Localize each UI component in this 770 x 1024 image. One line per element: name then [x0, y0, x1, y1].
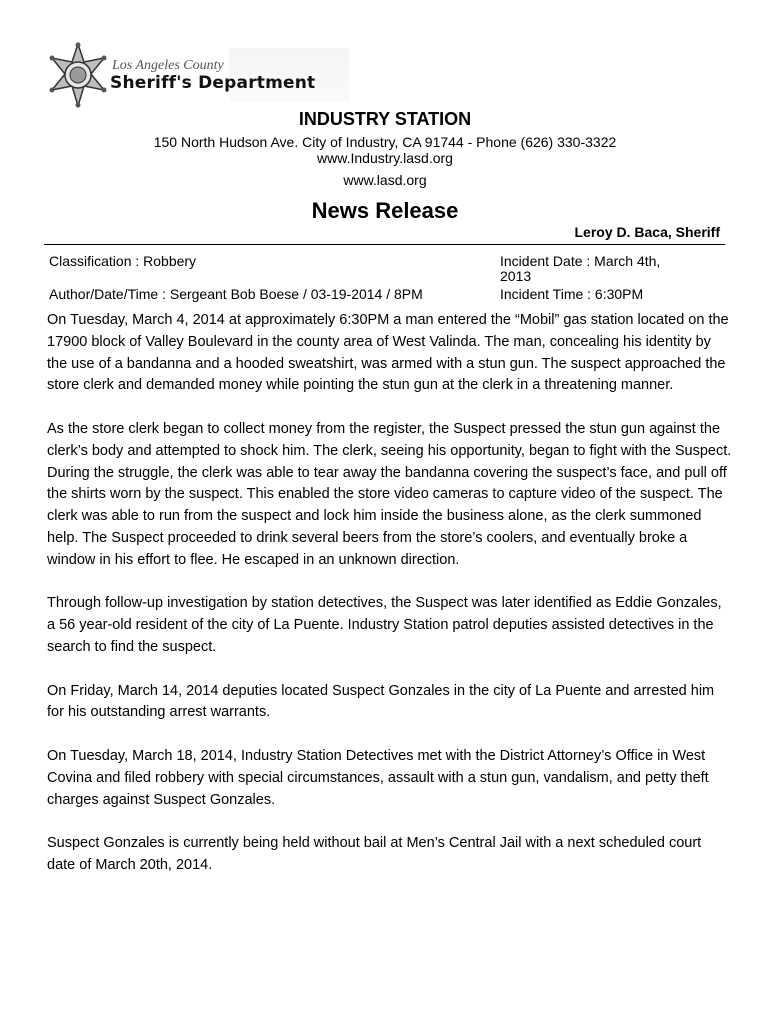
- paragraph: Suspect Gonzales is currently being held without bail at Men’s Central Jail with a next scheduled court date of March 20th, 2014.: [47, 835, 702, 873]
- logo-county-text: Los Angeles County: [112, 58, 224, 73]
- station-url: www.Industry.lasd.org: [317, 150, 453, 166]
- header-divider: [44, 244, 725, 245]
- address-line: 150 North Hudson Ave. City of Industry, CA 91744 - Phone (626) 330-3322: [153, 134, 617, 150]
- incident-date-line1: Incident Date : March 4th,: [500, 253, 661, 269]
- paragraph: On Tuesday, March 18, 2014, Industry Station Detectives met with the District Attorney’s Office in West Covina and filed robbery with special circumstances, assault with a stun gun, vandalism, and petty theft charges against Suspect Gonzales.: [47, 747, 709, 808]
- sheriff-name: Leroy D. Baca, Sheriff: [574, 224, 720, 240]
- station-name: INDUSTRY STATION: [298, 109, 472, 129]
- incident-date-line2: 2013: [500, 268, 532, 284]
- paragraph: Through follow-up investigation by station detectives, the Suspect was later identified as Eddie Gonzales, a 56 year-old resident of the city of La Puente. Industry Station patrol deputies assisted detectives in the search to find the suspect.: [47, 595, 722, 655]
- page-title: News Release: [311, 198, 459, 223]
- incident-time: Incident Time : 6:30PM: [500, 286, 644, 302]
- incident-date: [500, 254, 660, 284]
- release-body: [47, 310, 732, 899]
- station-address: [0, 134, 770, 166]
- logo-department-text: Sheriff's Department: [110, 73, 316, 93]
- paragraph: On Friday, March 14, 2014 deputies located Suspect Gonzales in the city of La Puente and arrested him for his outstanding arrest warrants.: [47, 682, 715, 721]
- department-logo: [44, 42, 324, 108]
- author-date-time: Author/Date/Time : Sergeant Bob Boese / 03-19-2014 / 8PM: [49, 286, 423, 302]
- paragraph: On Tuesday, March 4, 2014 at approximately 6:30PM a man entered the “Mobil” gas station located on the 17900 block of Valley Boulevard in the county area of West Valinda. The man, concealing his identity by the use of a bandanna and a hooded sweatshirt, was armed with a stun gun. The suspect approached the store clerk and demanded money while pointing the stun gun at the clerk in a threatening manner.: [47, 312, 729, 394]
- paragraph: As the store clerk began to collect money from the register, the Suspect pressed the stun gun against the clerk’s body and attempted to shock him. The clerk, seeing his opportunity, began to fight with the Suspect. During the struggle, the clerk was able to tear away the bandanna covering the suspect’s face, and pull off the shirts worn by the suspect. This enabled the store video cameras to capture video of the suspect. The clerk was able to run from the suspect and lock him inside the business alone, as the clerk summoned help. The Suspect proceeded to drink several beers from the store’s coolers, and eventually broke a window in his effort to flee. He escaped in an unknown direction.: [47, 420, 732, 568]
- department-url: www.lasd.org: [343, 172, 427, 188]
- sheriff-star-badge-icon: [44, 42, 112, 108]
- classification: Classification : Robbery: [49, 253, 197, 269]
